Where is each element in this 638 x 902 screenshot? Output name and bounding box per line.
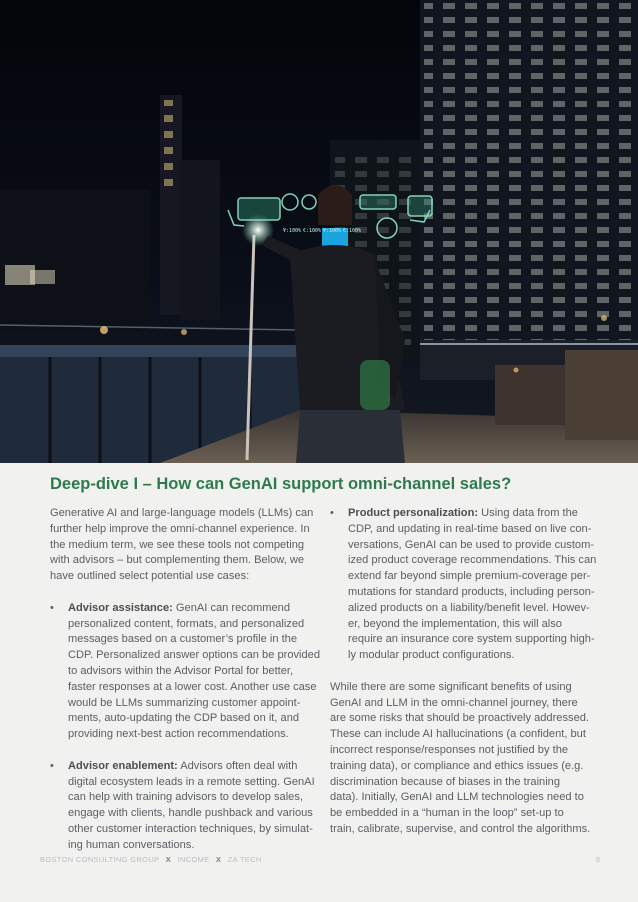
text-line: Using data from the xyxy=(478,507,578,519)
hud-label: €:100% xyxy=(303,228,322,234)
text-line: personalized content, formats, and personalized xyxy=(68,617,305,630)
text-line: with advisors – but complementing them. Below, we xyxy=(50,554,305,567)
footer-separator: X xyxy=(165,855,172,864)
text-line: Advisors often deal with xyxy=(177,759,298,772)
text-line: train, calibrate, supervise, and control the algorithms. xyxy=(330,822,591,835)
text-line: are some risks that should be proactively addressed. xyxy=(330,712,589,725)
text-line: would be LLMs summarizing customer appoint- xyxy=(68,696,301,709)
text-line: CDP. Personalized answer options can be provided xyxy=(68,649,321,662)
footer-org: BOSTON CONSULTING GROUP xyxy=(40,855,160,864)
text-line: ments, auto-updating the CDP based on it, and xyxy=(68,712,300,725)
bullet-dot: • xyxy=(50,759,54,772)
text-line: to advisors within the Advisor Portal for better, xyxy=(68,664,294,677)
text-line: other customer interaction techniques, by simulat- xyxy=(68,822,313,835)
page-number: 8 xyxy=(595,855,600,864)
text-line: Generative AI and large-language models (LLMs) can xyxy=(50,507,314,519)
footer-separator: X xyxy=(215,855,222,864)
text-line: GenAI and LLM in the omni-channel journey, there xyxy=(330,696,578,709)
section-heading: Deep-dive I – How can GenAI support omni-channel sales? xyxy=(50,475,512,493)
bullet-title: Advisor assistance: xyxy=(68,601,173,614)
text-line: engage with clients, handle pushback and various xyxy=(68,807,313,820)
bullet-product-personalization xyxy=(330,506,597,664)
footer-org: INCOME xyxy=(177,855,210,864)
text-line: messages based on a customer’s profile in the xyxy=(68,633,297,646)
text-line: ly modular product configurations. xyxy=(348,649,515,662)
text-line: training data), or compliance and ethics issues (e.g. xyxy=(330,759,584,772)
text-line: have outlined select potential use cases: xyxy=(50,570,250,583)
intro-paragraph xyxy=(50,506,312,585)
text-line: mutations for standard products, including person- xyxy=(348,585,595,598)
bullet-dot: • xyxy=(50,601,54,614)
text-line: data). Initially, GenAI and LLM technologies need to xyxy=(330,791,584,804)
bullet-advisor-assistance xyxy=(50,601,321,743)
text-line: the medium term, we see these tools not competing xyxy=(50,538,305,551)
text-line: While there are some significant benefits of using xyxy=(330,680,572,693)
text-line: These can include AI hallucinations (a confident, but xyxy=(330,728,586,741)
risks-paragraph xyxy=(330,680,594,838)
bullet-advisor-enablement xyxy=(50,759,315,854)
bullet-title: Product personalization: xyxy=(348,507,479,519)
text-line: ing human conversations. xyxy=(68,838,195,851)
bullet-title: Advisor enablement: xyxy=(68,759,178,772)
text-line: digital ecosystem leads in a remote setting. GenAI xyxy=(68,775,315,788)
text-line: ized product coverage recommendations. This can xyxy=(348,554,597,567)
text-line: be embedded in a “human in the loop” set-up to xyxy=(330,807,564,820)
right-column xyxy=(330,506,597,838)
text-line: further help improve the omni-channel experience. In xyxy=(50,522,310,535)
text-line: require an insurance core system supporting high- xyxy=(348,633,595,646)
text-line: discrimination because of biases in the training xyxy=(330,775,561,788)
text-line: GenAI can recommend xyxy=(172,601,290,614)
text-line: incorrect response/responses not justified by the xyxy=(330,743,569,756)
hud-label: ¥:100% xyxy=(283,228,302,234)
bullet-dot: • xyxy=(330,507,334,519)
text-line: extend far beyond simple premium-coverage per- xyxy=(348,570,591,583)
text-line: can help with training advisors to develop sales, xyxy=(68,791,303,804)
page-footer xyxy=(40,855,600,864)
hud-label: €:100% xyxy=(343,228,362,234)
text-line: CDP, and updating in real-time based on live con- xyxy=(348,522,592,535)
text-line: providing next-best action recommendations. xyxy=(68,728,289,741)
text-line: er, beyond the implementation, this will also xyxy=(348,617,562,630)
text-line: alized products on a liability/benefit level. Howev- xyxy=(348,601,590,614)
left-column xyxy=(50,506,321,854)
hud-label: ¥:100% xyxy=(323,228,342,234)
footer-org: ZA TECH xyxy=(227,855,262,864)
text-line: faster responses at a lower cost. Another use case xyxy=(68,680,317,693)
text-line: versations, GenAI can be used to provide custom- xyxy=(348,538,595,551)
